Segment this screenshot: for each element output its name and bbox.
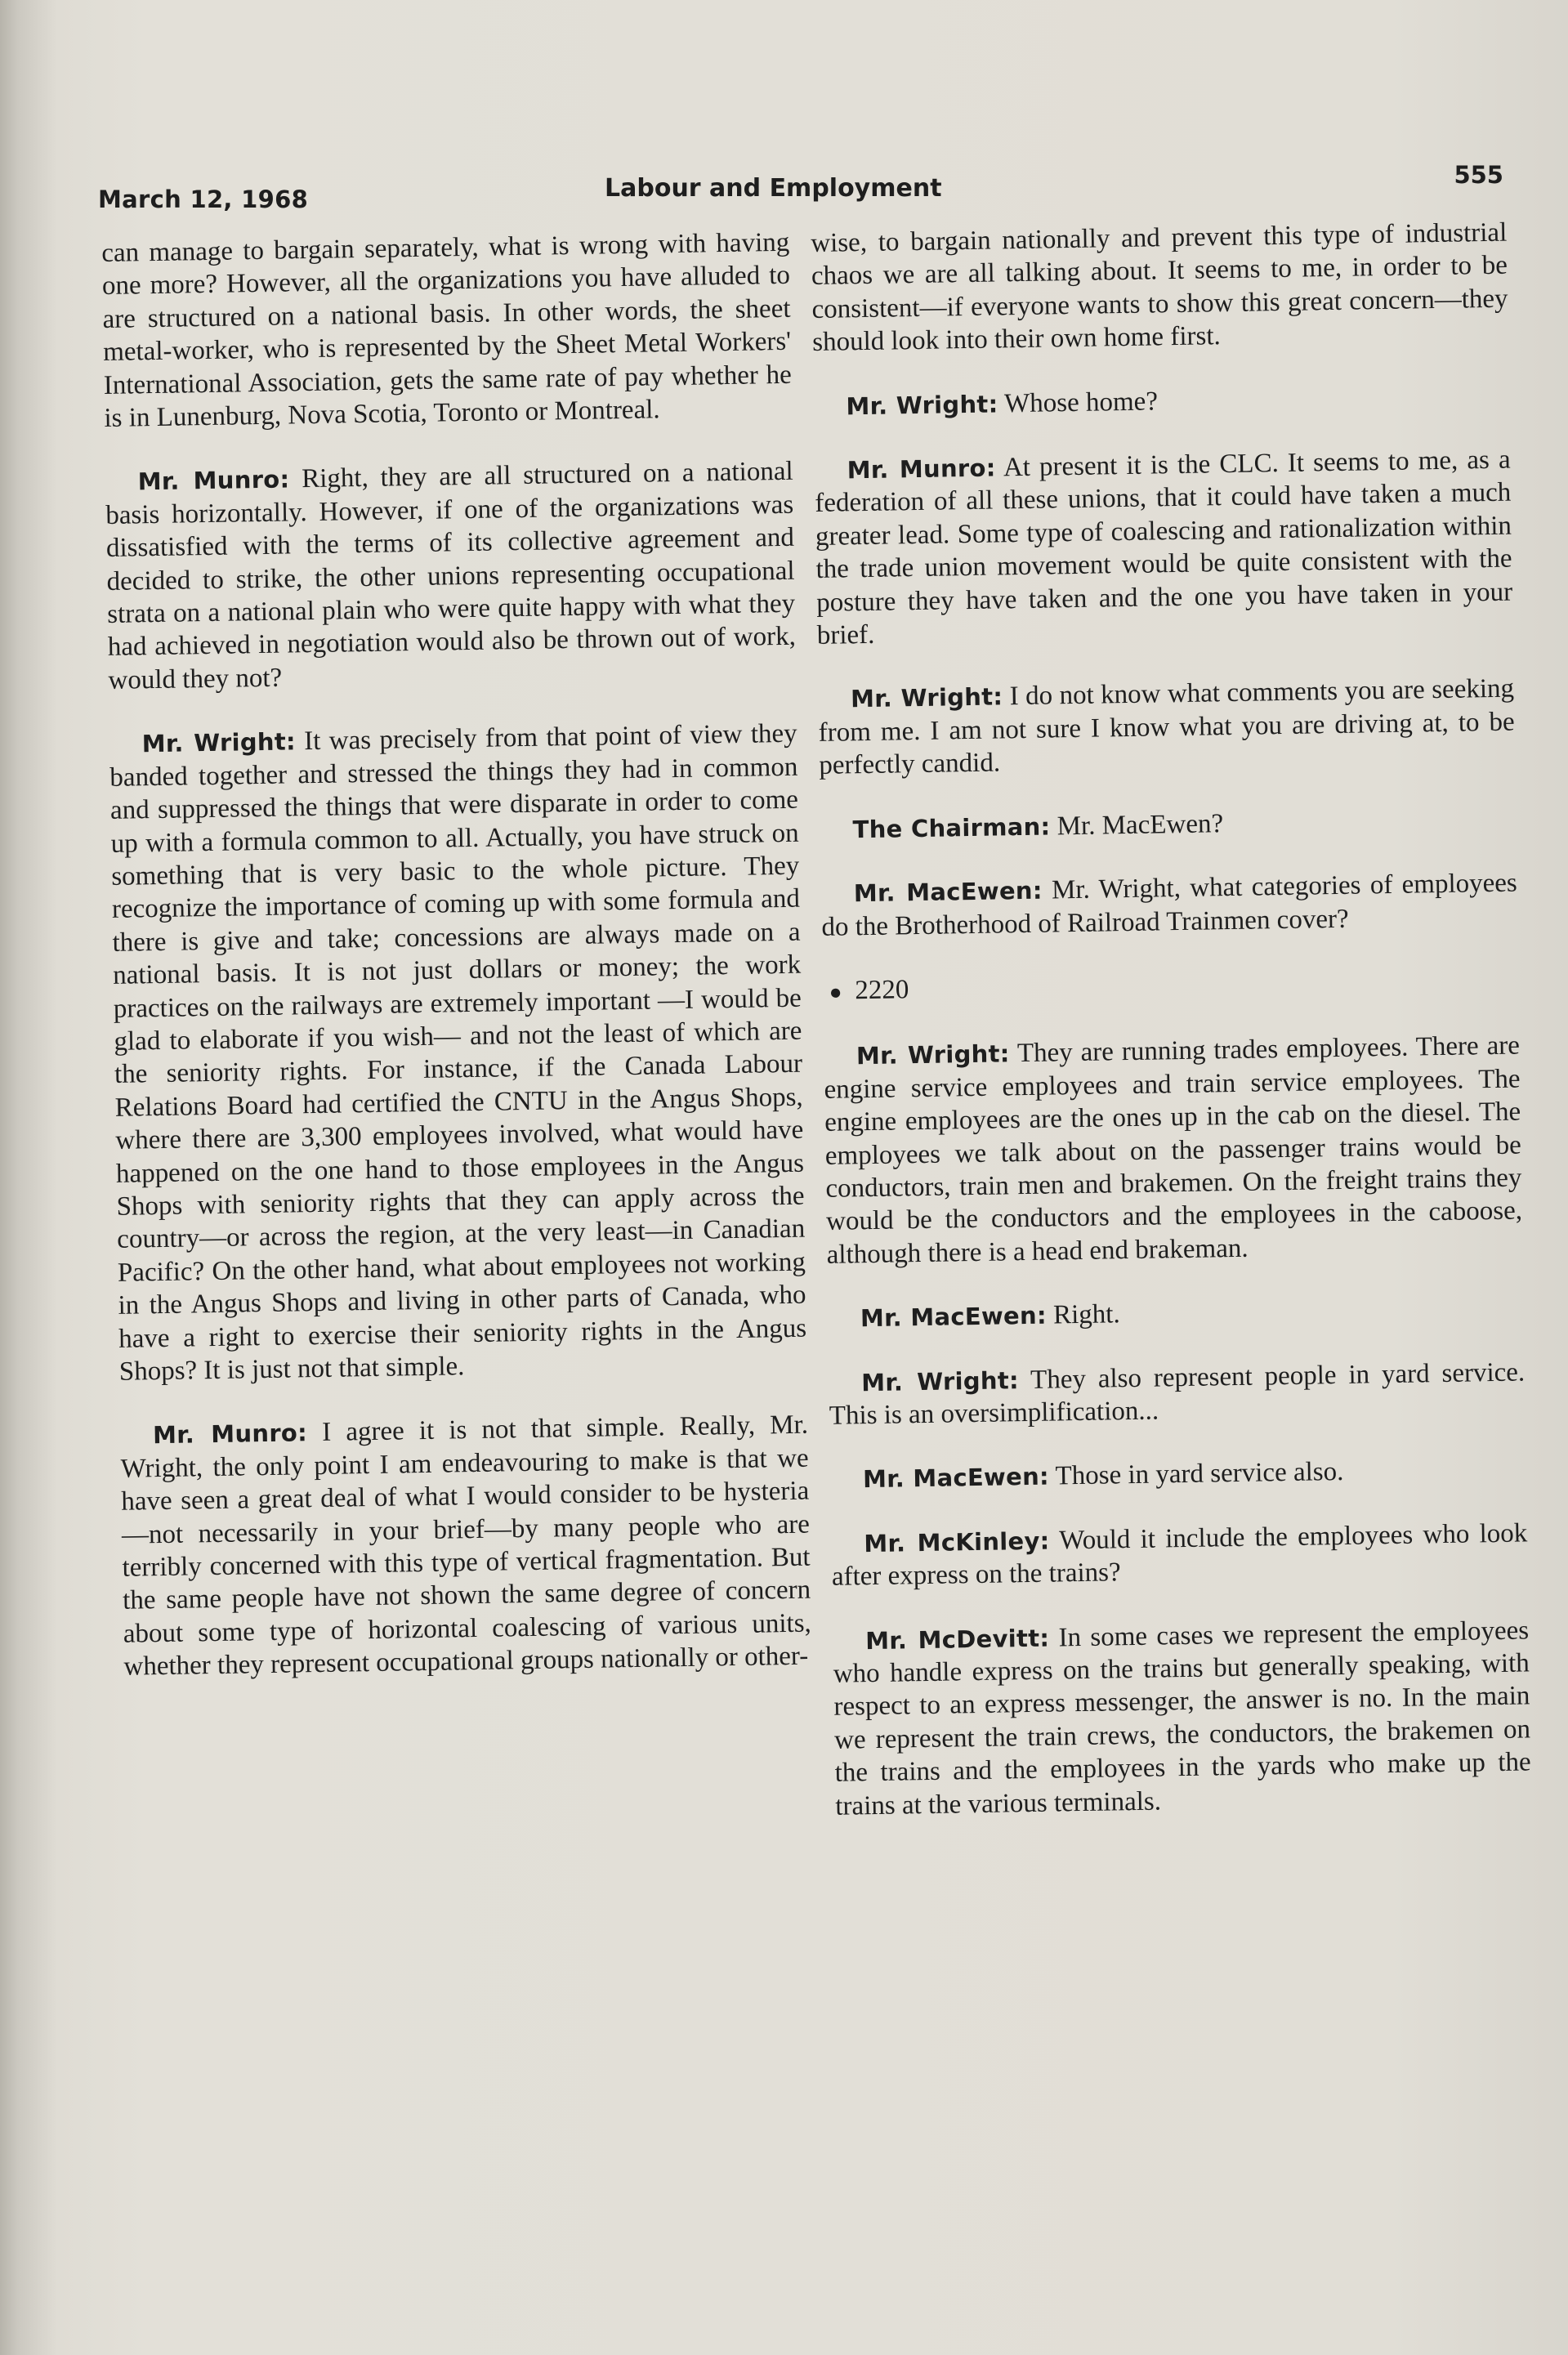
paragraph-text: Would it include the employees who look after express on the trains? [831, 1518, 1528, 1592]
paragraph [813, 379, 1510, 423]
speaker-name: Mr. McKinley: [864, 1526, 1050, 1557]
paragraph [830, 1453, 1527, 1497]
speaker-name: The Chairman: [852, 812, 1051, 843]
speaker-name: Mr. Munro: [152, 1419, 308, 1450]
speaker-name: Mr. Wright: [850, 682, 1003, 713]
header-title: Labour and Employment [605, 174, 942, 203]
speaker-name: Mr. Wright: [855, 1039, 1010, 1070]
running-header [98, 161, 1503, 217]
header-date: March 12, 1968 [98, 185, 309, 213]
paragraph-text: I agree it is not that simple. Really, Mr. Wright, the only point I am endeavouring to make is that we have seen a great deal of what I would consider to be hysteria—not necessarily in your brief—by many people who are terribly concerned with this type of vertical fragmentation. But the same people have not shown the same degree of concern about some type of horizontal coalescing of various units, whether they represent occupational groups nationally or other- [120, 1410, 812, 1682]
paragraph-text: At present it is the CLC. It seems to me, as a federation of all these unions, that it could have taken a much greater lead. Some type of coalescing and rationalization within the trade union movement would be quite consistent with the posture they have taken and the one you have taken in your brief. [815, 445, 1513, 650]
paragraph [811, 217, 1508, 360]
speaker-name: Mr. Wright: [860, 1365, 1020, 1396]
paragraph-text: Mr. MacEwen? [1057, 808, 1224, 842]
paragraph-text: Right. [1052, 1299, 1120, 1330]
page-number: 555 [1454, 161, 1503, 189]
time-marker [822, 963, 1519, 1009]
paragraph [824, 1030, 1523, 1271]
paragraph-text: Whose home? [1003, 386, 1159, 418]
speaker-name: Mr. MacEwen: [853, 876, 1043, 908]
paragraph [820, 802, 1517, 847]
bullet-icon: ● [829, 980, 842, 1004]
paragraph [101, 226, 793, 436]
paragraph-text: Right, they are all structured on a national basis horizontally. However, if one of the organizations was dissatisfied with the terms of its collective agreement and decided to strike, the other unions representing occupational strata on a national plain who were quite happy with what they had achieved in negotiation would also be thrown out of work, would they not? [105, 457, 797, 695]
speaker-name: Mr. MacEwen: [860, 1301, 1048, 1333]
paragraph-text: can manage to bargain separately, what is wrong with having one more? However, all the organizations you have alluded to are structured on a national basis. In other words, the sheet metal-worker, who is represented by the Sheet Metal Workers' International Association, gets the same rate of pay whether he is in Lunenburg, Nova Scotia, Toronto or Montreal. [101, 227, 793, 434]
speaker-name: Mr. Wright: [846, 390, 998, 420]
paragraph [120, 1409, 812, 1683]
paragraph-text: wise, to bargain nationally and prevent this type of industrial chaos we are all talking about. It seems to me, in order to be consistent—if everyone wants to show this great concern—they should look into their own home first. [811, 217, 1508, 358]
speaker-name: Mr. MacEwen: [862, 1462, 1050, 1494]
paragraph [818, 673, 1516, 783]
paragraph [831, 1517, 1528, 1593]
paragraph-text: They are running trades employees. There are engine service employees and train service employees. The engine employees are the ones up in the cab on the diesel. The employees we talk about on the passenger trains would be conductors, train men and brakemen. On the freight trains they would be the conductors and the employees in the caboose, although there is a head end brakeman. [824, 1030, 1523, 1270]
paragraph-text: It was precisely from that point of view they banded together and stressed the things they had in common and suppressed the things that were disparate in order to come up with a formula common to all. Actually, you have struck on something that is very basic to the whole picture. They recognize the importance of coming up with some formula and there is give and take; concessions are always made on a national basis. It is not just dollars or money; the work practices on the railways are extremely important —I would be glad to elaborate if you wish— and not the least of which are the seniority rights. For instance, if the Canada Labour Relations Board had certified the CNTU in the Angus Shops, where there are 3,300 employees involved, what would have happened on the one hand to those employees in the Angus Shops with seniority rights that they can apply across the country—or across the region, at the very least—in Canadian Pacific? On the other hand, what about employees not working in the Angus Shops and living in other parts of Canada, who have a right to exercise their seniority rights in the Angus Shops? It is just not that simple. [109, 718, 807, 1387]
paragraph [105, 455, 796, 697]
left-column [101, 226, 812, 1715]
speaker-name: Mr. McDevitt: [864, 1624, 1050, 1655]
time-marker-text: 2220 [855, 975, 909, 1006]
paragraph [821, 867, 1518, 944]
paragraph-text: They also represent people in yard service. This is an oversimplification... [829, 1357, 1526, 1431]
right-column [811, 217, 1532, 1854]
paragraph [833, 1614, 1532, 1823]
paragraph [828, 1292, 1525, 1336]
paragraph [829, 1356, 1526, 1432]
paragraph-text: I do not know what comments you are seeking from me. I am not sure I know what you are driving at, to be perfectly candid. [818, 674, 1515, 781]
paragraph [814, 444, 1513, 653]
speaker-name: Mr. Munro: [847, 454, 996, 485]
paragraph-text: Those in yard service also. [1055, 1457, 1344, 1491]
speaker-name: Mr. Munro: [137, 465, 290, 496]
paragraph-text: In some cases we represent the employees who handle express on the trains but generally speaking, with respect to an express messenger, the answer is no. In the main we represent the train crews, the conductors, the brakemen on the trains and the employees in the yards who make up the trains at the various terminals. [833, 1615, 1531, 1821]
paragraph [109, 717, 807, 1388]
paragraph-text: Mr. Wright, what categories of employees do the Brotherhood of Railroad Trainmen cover? [821, 868, 1517, 942]
speaker-name: Mr. Wright: [141, 727, 297, 758]
